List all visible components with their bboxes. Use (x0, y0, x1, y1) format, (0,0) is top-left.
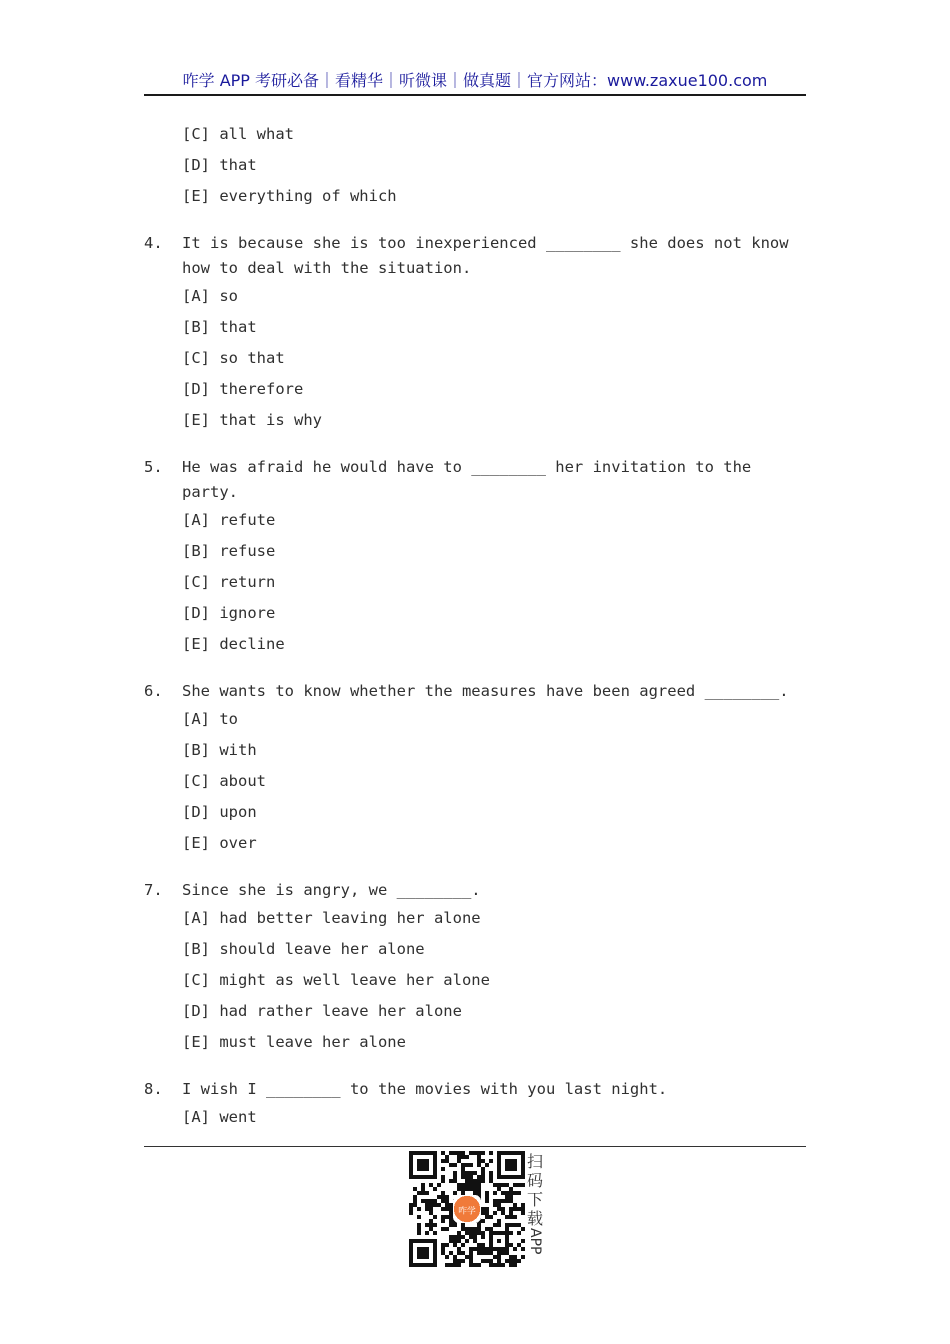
answer-option (144, 629, 806, 660)
option-label: [E] (182, 187, 210, 205)
app-logo-text: 咋学 (458, 1206, 476, 1217)
option-text: that (210, 156, 257, 174)
question-stem-row (144, 455, 806, 505)
option-text: so (210, 287, 238, 305)
option-label: [B] (182, 542, 210, 560)
qr-label-char: 扫 (526, 1152, 543, 1171)
question-stem-row (144, 679, 806, 704)
option-label: [D] (182, 380, 210, 398)
option-label: [C] (182, 349, 210, 367)
answer-option (144, 996, 806, 1027)
page-header (144, 68, 806, 96)
answer-option (144, 567, 806, 598)
qr-label-char: 载 (526, 1209, 543, 1228)
footer-divider (144, 1146, 806, 1147)
option-label: [E] (182, 635, 210, 653)
answer-option (144, 1027, 806, 1058)
option-text: went (210, 1108, 257, 1126)
option-label: [A] (182, 1108, 210, 1126)
option-text: to (210, 710, 238, 728)
option-label: [A] (182, 511, 210, 529)
option-text: had rather leave her alone (210, 1002, 462, 1020)
answer-option (144, 797, 806, 828)
answer-option (144, 536, 806, 567)
option-label: [A] (182, 909, 210, 927)
question-item (144, 231, 806, 436)
option-text: with (210, 741, 257, 759)
answer-option (144, 1102, 806, 1133)
option-text: about (210, 772, 266, 790)
question-item (144, 455, 806, 660)
option-text: everything of which (210, 187, 397, 205)
option-text: so that (210, 349, 285, 367)
option-label: [A] (182, 710, 210, 728)
option-label: [B] (182, 741, 210, 759)
question-stem: I wish I ________ to the movies with you last night. (182, 1080, 668, 1098)
question-stem: Since she is angry, we ________. (182, 881, 481, 899)
question-list (144, 119, 806, 1133)
option-text: should leave her alone (210, 940, 425, 958)
question-stem-row (144, 878, 806, 903)
option-label: [C] (182, 971, 210, 989)
answer-option (144, 934, 806, 965)
answer-option (144, 965, 806, 996)
question-stem: It is because she is too inexperienced ________ she does not know how to deal with the situation. (182, 234, 789, 277)
question-stem: He was afraid he would have to ________ her invitation to the party. (182, 458, 752, 501)
answer-option (144, 405, 806, 436)
option-text: decline (210, 635, 285, 653)
option-label: [E] (182, 1033, 210, 1051)
answer-option (144, 119, 806, 150)
header-text: 咋学 APP 考研必备｜看精华｜听微课｜做真题｜官方网站：www.zaxue100.com (182, 71, 768, 90)
option-text: ignore (210, 604, 276, 622)
option-text: upon (210, 803, 257, 821)
question-number: 8. (144, 1080, 163, 1098)
qr-label-char: 下 (526, 1190, 543, 1209)
answer-option (144, 735, 806, 766)
question-number: 6. (144, 682, 163, 700)
qr-code-icon (409, 1151, 525, 1267)
answer-option (144, 598, 806, 629)
option-text: might as well leave her alone (210, 971, 490, 989)
question-item (144, 679, 806, 859)
answer-option (144, 374, 806, 405)
question-stem-row (144, 1077, 806, 1102)
option-label: [D] (182, 156, 210, 174)
answer-option (144, 281, 806, 312)
option-label: [B] (182, 940, 210, 958)
option-label: [D] (182, 1002, 210, 1020)
answer-option (144, 150, 806, 181)
option-label: [B] (182, 318, 210, 336)
option-label: [E] (182, 411, 210, 429)
option-label: [D] (182, 803, 210, 821)
option-label: [C] (182, 125, 210, 143)
option-label: [E] (182, 834, 210, 852)
option-label: [A] (182, 287, 210, 305)
option-text: therefore (210, 380, 304, 398)
option-label: [C] (182, 573, 210, 591)
option-label: [D] (182, 604, 210, 622)
option-text: that is why (210, 411, 322, 429)
answer-option (144, 505, 806, 536)
qr-download-label (524, 1152, 546, 1254)
question-item (144, 1077, 806, 1133)
question-number: 4. (144, 234, 163, 252)
answer-option (144, 312, 806, 343)
questions (144, 231, 806, 1133)
option-text: refute (210, 511, 276, 529)
question-stem-row (144, 231, 806, 281)
answer-option (144, 903, 806, 934)
qr-label-latin: APP (527, 1228, 543, 1255)
option-text: all what (210, 125, 294, 143)
option-text: over (210, 834, 257, 852)
option-text: had better leaving her alone (210, 909, 481, 927)
answer-option (144, 343, 806, 374)
answer-option (144, 704, 806, 735)
question-stem: She wants to know whether the measures have been agreed ________. (182, 682, 789, 700)
qr-label-cjk (524, 1152, 546, 1228)
option-text: return (210, 573, 276, 591)
question-number: 7. (144, 881, 163, 899)
option-text: that (210, 318, 257, 336)
question-number: 5. (144, 458, 163, 476)
answer-option (144, 766, 806, 797)
qr-label-char: 码 (526, 1171, 543, 1190)
continued-options (144, 119, 806, 212)
option-text: refuse (210, 542, 276, 560)
answer-option (144, 828, 806, 859)
question-item (144, 878, 806, 1058)
option-label: [C] (182, 772, 210, 790)
answer-option (144, 181, 806, 212)
option-text: must leave her alone (210, 1033, 406, 1051)
